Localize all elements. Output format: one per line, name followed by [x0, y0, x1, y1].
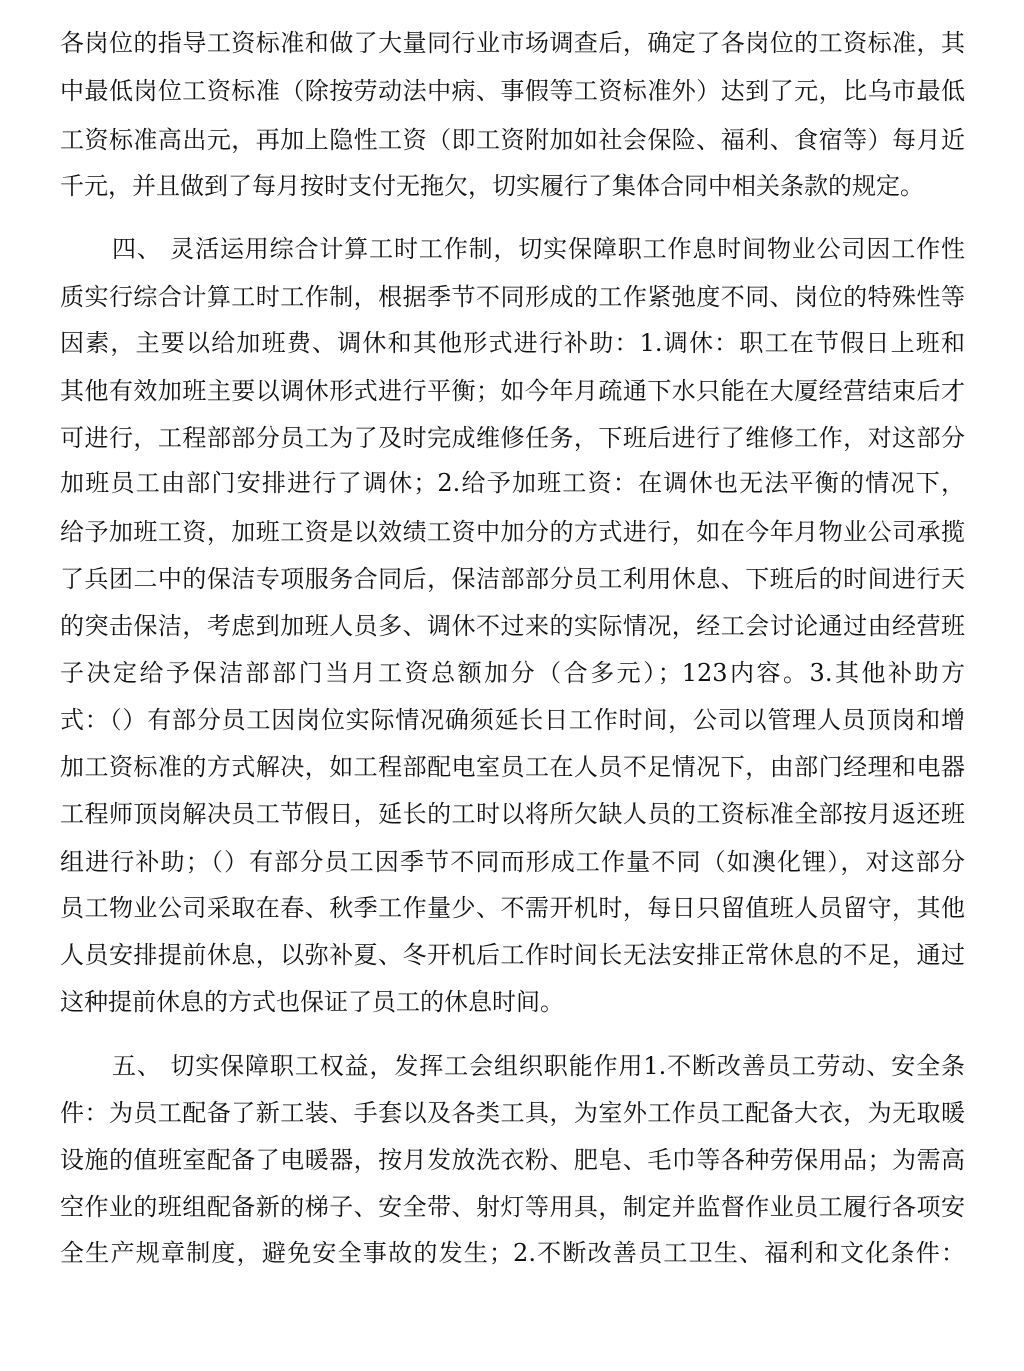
- text-line: 式：（）有部分员工因岗位实际情况确须延长日工作时间，公司以管理人员顶岗和增: [60, 706, 965, 734]
- text-line: 这种提前休息的方式也保证了员工的休息时间。: [60, 988, 564, 1016]
- text-line: 工资标准高出元，再加上隐性工资（即工资附加如社会保险、福利、食宿等）每月近: [60, 126, 965, 154]
- section-heading-5: 五、 切实保障职工权益，发挥工会组织职能作用1.不断改善员工劳动、安全条: [112, 1052, 965, 1080]
- section-heading-4: 四、 灵活运用综合计算工时工作制，切实保障职工作息时间物业公司因工作性: [112, 235, 965, 263]
- text-line: 给予加班工资，加班工资是以效绩工资中加分的方式进行，如在今年月物业公司承揽: [60, 518, 965, 546]
- text-line: 加工资标准的方式解决，如工程部配电室员工在人员不足情况下，由部门经理和电器: [60, 753, 965, 781]
- text-line: 加班员工由部门安排进行了调休；2.给予加班工资：在调休也无法平衡的情况下，: [60, 469, 965, 497]
- text-line: 因素，主要以给加班费、调休和其他形式进行补助：1.调休：职工在节假日上班和: [60, 329, 965, 357]
- text-line: 人员安排提前休息，以弥补夏、冬开机后工作时间长无法安排正常休息的不足，通过: [60, 941, 965, 969]
- text-line: 组进行补助；（）有部分员工因季节不同而形成工作量不同（如澳化锂），对这部分: [60, 848, 965, 876]
- text-line: 子决定给予保洁部部门当月工资总额加分（合多元）；123内容。3.其他补助方: [60, 659, 965, 687]
- text-line: 设施的值班室配备了电暖器，按月发放洗衣粉、肥皂、毛巾等各种劳保用品；为需高: [60, 1146, 965, 1174]
- text-line: 质实行综合计算工时工作制，根据季节不同形成的工作紧弛度不同、岗位的特殊性等: [60, 283, 965, 311]
- text-line: 员工物业公司采取在春、秋季工作量少、不需开机时，每日只留值班人员留守，其他: [60, 894, 965, 922]
- text-line: 工程师顶岗解决员工节假日，延长的工时以将所欠缺人员的工资标准全部按月返还班: [60, 800, 965, 828]
- text-line: 件：为员工配备了新工装、手套以及各类工具，为室外工作员工配备大衣，为无取暖: [60, 1099, 965, 1127]
- text-line: 全生产规章制度，避免安全事故的发生；2.不断改善员工卫生、福利和文化条件：: [60, 1239, 965, 1267]
- text-line: 各岗位的指导工资标准和做了大量同行业市场调查后，确定了各岗位的工资标准，其: [60, 29, 965, 57]
- text-line: 可进行，工程部部分员工为了及时完成维修任务，下班后进行了维修工作，对这部分: [60, 424, 965, 452]
- text-line: 中最低岗位工资标准（除按劳动法中病、事假等工资标准外）达到了元，比乌市最低: [60, 77, 965, 105]
- text-line: 千元，并且做到了每月按时支付无拖欠，切实履行了集体合同中相关条款的规定。: [60, 172, 924, 200]
- text-line: 空作业的班组配备新的梯子、安全带、射灯等用具，制定并监督作业员工履行各项安: [60, 1193, 965, 1221]
- text-line: 其他有效加班主要以调休形式进行平衡；如今年月疏通下水只能在大厦经营结束后才: [60, 377, 965, 405]
- text-line: 了兵团二中的保洁专项服务合同后，保洁部部分员工利用休息、下班后的时间进行天: [60, 565, 965, 593]
- text-line: 的突击保洁，考虑到加班人员多、调休不过来的实际情况，经工会讨论通过由经营班: [60, 612, 965, 640]
